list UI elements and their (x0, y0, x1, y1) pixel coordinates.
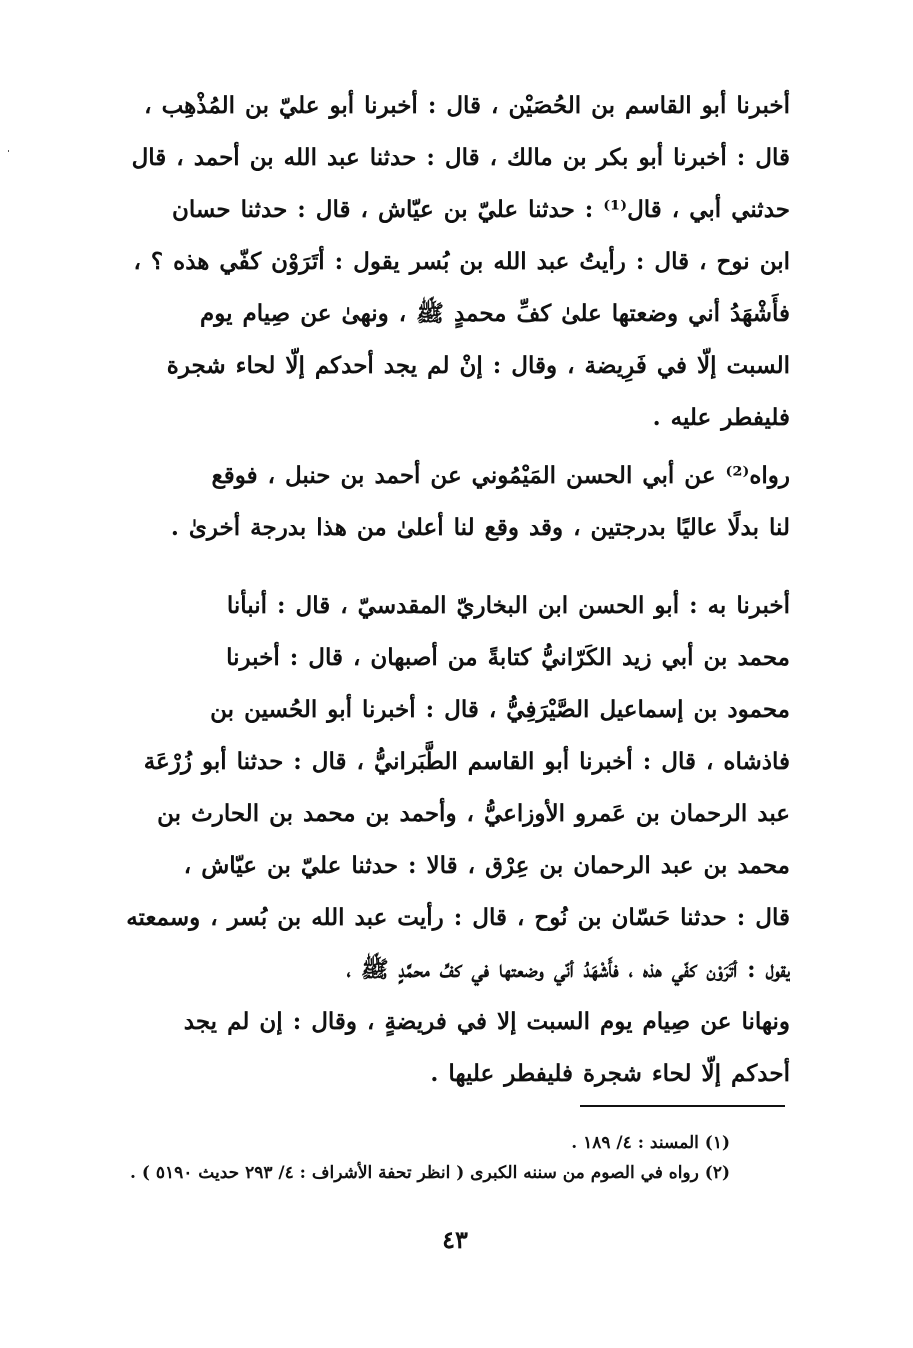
footnote-1: (١) المسند : ٤/ ١٨٩ . (571, 1133, 730, 1153)
text-line: ونهانا عن صِيام يوم السبت إلا في فريضةٍ ، وقال : إن لم يجد (183, 1008, 790, 1035)
text-line: لنا بدلًا عاليًا بدرجتين ، وقد وقع لنا أعلىٰ من هذا بدرجة أخرىٰ . (170, 514, 790, 541)
text-line: يقول : أتَرَوْن كفّي هذه ، فأَشْهَدُ أنّي وضعتها في كفِّ محمَّدٍ ﷺ ، (346, 956, 790, 983)
text-line: رواه⁽²⁾ عن أبي الحسن المَيْمُوني عن أحمد بن حنبل ، فوقع (211, 462, 790, 489)
footnote-2: (٢) رواه في الصوم من سننه الكبرى ( انظر تحفة الأشراف : ٤/ ٢٩٣ حديث ٥١٩٠ ) . (130, 1163, 730, 1183)
text-line: محمد بن أبي زيد الكَرّانيُّ كتابةً من أصبهان ، قال : أخبرنا (226, 644, 790, 671)
text-line: حدثني أبي ، قال⁽¹⁾ : حدثنا عليّ بن عيّاش ، قال : حدثنا حسان (172, 196, 790, 223)
text-line: ابن نوح ، قال : رأيتُ عبد الله بن بُسر يقول : أتَرَوْن كفّي هذه ؟ ، (133, 248, 790, 275)
paragraph-2 (100, 450, 790, 554)
text-line: فليفطر عليه . (652, 404, 790, 431)
text-line: فاذشاه ، قال : أخبرنا أبو القاسم الطَّبَرانيُّ ، قال : حدثنا أبو زُرْعَة (143, 748, 790, 775)
page-number: ٤٣ (442, 1225, 468, 1254)
text-line: عبد الرحمان بن عَمرو الأوزاعيُّ ، وأحمد بن محمد بن الحارث بن (157, 800, 790, 827)
text-line: أحدكم إلّا لحاء شجرة فليفطر عليها . (430, 1060, 790, 1087)
margin-mark (8, 150, 9, 152)
paragraph-1 (100, 80, 790, 444)
footnote-divider (580, 1105, 785, 1107)
text-line: أخبرنا أبو القاسم بن الحُصَيْن ، قال : أخبرنا أبو عليّ بن المُذْهِب ، (144, 92, 790, 119)
text-line: قال : أخبرنا أبو بكر بن مالك ، قال : حدثنا عبد الله بن أحمد ، قال (131, 144, 790, 171)
text-line: قال : حدثنا حَسّان بن نُوح ، قال : رأيت عبد الله بن بُسر ، وسمعته (126, 904, 790, 931)
text-line: السبت إلّا في فَرِيضة ، وقال : إنْ لم يجد أحدكم إلّا لحاء شجرة (166, 352, 790, 379)
text-line: محمد بن عبد الرحمان بن عِرْق ، قالا : حدثنا عليّ بن عيّاش ، (183, 852, 790, 879)
text-line: فأَشْهَدُ أني وضعتها علىٰ كفِّ محمدٍ ﷺ ، ونهىٰ عن صِيام يوم (199, 300, 790, 327)
footnotes (120, 1128, 730, 1188)
text-line: محمود بن إسماعيل الصَّيْرَفِيُّ ، قال : أخبرنا أبو الحُسين بن (210, 696, 790, 723)
text-line: أخبرنا به : أبو الحسن ابن البخاريّ المقدسيّ ، قال : أنبأنا (226, 592, 790, 619)
paragraph-3 (100, 580, 790, 1100)
